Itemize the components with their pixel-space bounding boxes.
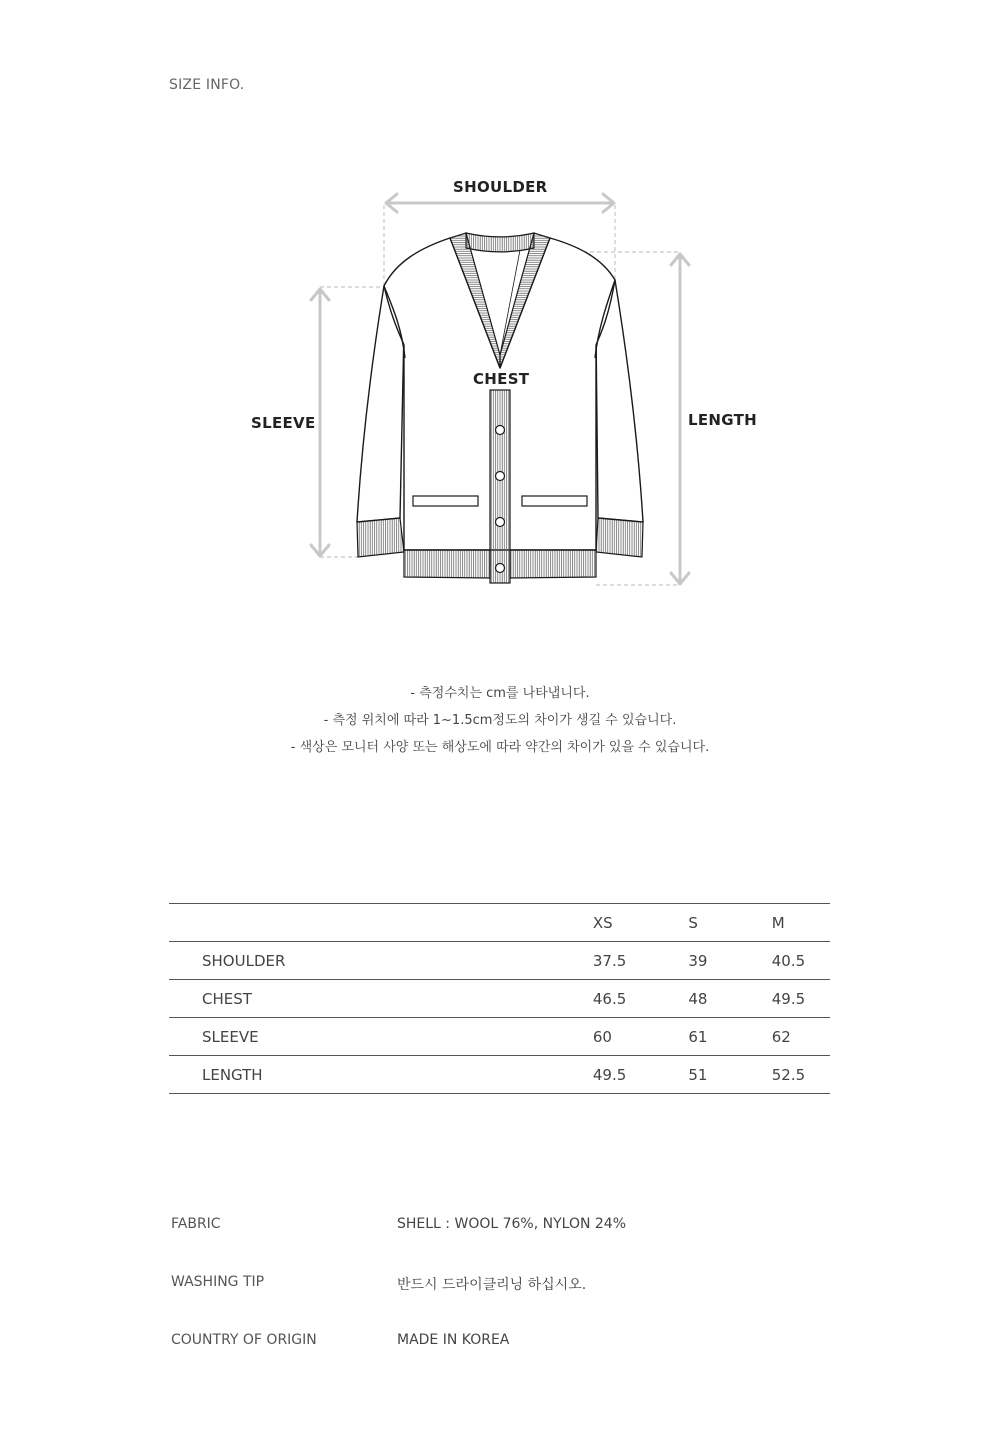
row-label: CHEST xyxy=(169,980,593,1018)
cell-value: 37.5 xyxy=(593,942,689,980)
fabric-value: SHELL : WOOL 76%, NYLON 24% xyxy=(397,1216,627,1232)
washing-tip-value: 반드시 드라이클리닝 하십시오. xyxy=(397,1277,587,1293)
length-label: LENGTH xyxy=(688,411,757,429)
left-pocket xyxy=(413,496,478,506)
right-cuff-rib xyxy=(596,518,643,557)
shoulder-label: SHOULDER xyxy=(453,178,548,196)
row-label: LENGTH xyxy=(169,1056,593,1094)
note-line: - 색상은 모니터 사양 또는 해상도에 따라 약간의 차이가 있을 수 있습니다. xyxy=(290,740,710,755)
origin-label: COUNTRY OF ORIGIN xyxy=(171,1332,317,1348)
cell-value: 49.5 xyxy=(772,980,830,1018)
button xyxy=(496,426,505,435)
table-row xyxy=(169,1018,830,1056)
right-pocket xyxy=(522,496,587,506)
cell-value: 52.5 xyxy=(772,1056,830,1094)
cardigan-measurement-diagram xyxy=(0,0,1000,640)
button xyxy=(496,472,505,481)
table-row xyxy=(169,1056,830,1094)
cell-value: 46.5 xyxy=(593,980,689,1018)
header-cell: XS xyxy=(593,904,689,942)
measurement-notes xyxy=(0,680,1000,761)
origin-value: MADE IN KOREA xyxy=(397,1332,510,1348)
hem-rib xyxy=(404,550,490,578)
note-line: - 측정 위치에 따라 1~1.5cm정도의 차이가 생길 수 있습니다. xyxy=(323,713,677,728)
table-header-row xyxy=(169,904,830,942)
washing-tip-label: WASHING TIP xyxy=(171,1274,265,1290)
cell-value: 39 xyxy=(688,942,771,980)
cell-value: 60 xyxy=(593,1018,689,1056)
page-title: SIZE INFO. xyxy=(169,77,245,93)
row-label: SLEEVE xyxy=(169,1018,593,1056)
header-cell: S xyxy=(688,904,771,942)
note-line: - 측정수치는 cm를 나타냅니다. xyxy=(410,686,590,701)
back-collar-rib xyxy=(466,233,534,252)
cell-value: 40.5 xyxy=(772,942,830,980)
cell-value: 48 xyxy=(688,980,771,1018)
header-cell xyxy=(169,904,593,942)
header-cell: M xyxy=(772,904,830,942)
button xyxy=(496,564,505,573)
chest-label: CHEST xyxy=(473,370,530,388)
button xyxy=(496,518,505,527)
table-row xyxy=(169,980,830,1018)
cell-value: 51 xyxy=(688,1056,771,1094)
cell-value: 62 xyxy=(772,1018,830,1056)
button-placket xyxy=(490,390,510,583)
cell-value: 61 xyxy=(688,1018,771,1056)
fabric-label: FABRIC xyxy=(171,1216,221,1232)
left-cuff-rib xyxy=(357,518,404,557)
row-label: SHOULDER xyxy=(169,942,593,980)
sleeve-label: SLEEVE xyxy=(251,414,316,432)
table-row xyxy=(169,942,830,980)
size-table xyxy=(169,903,830,1094)
cell-value: 49.5 xyxy=(593,1056,689,1094)
